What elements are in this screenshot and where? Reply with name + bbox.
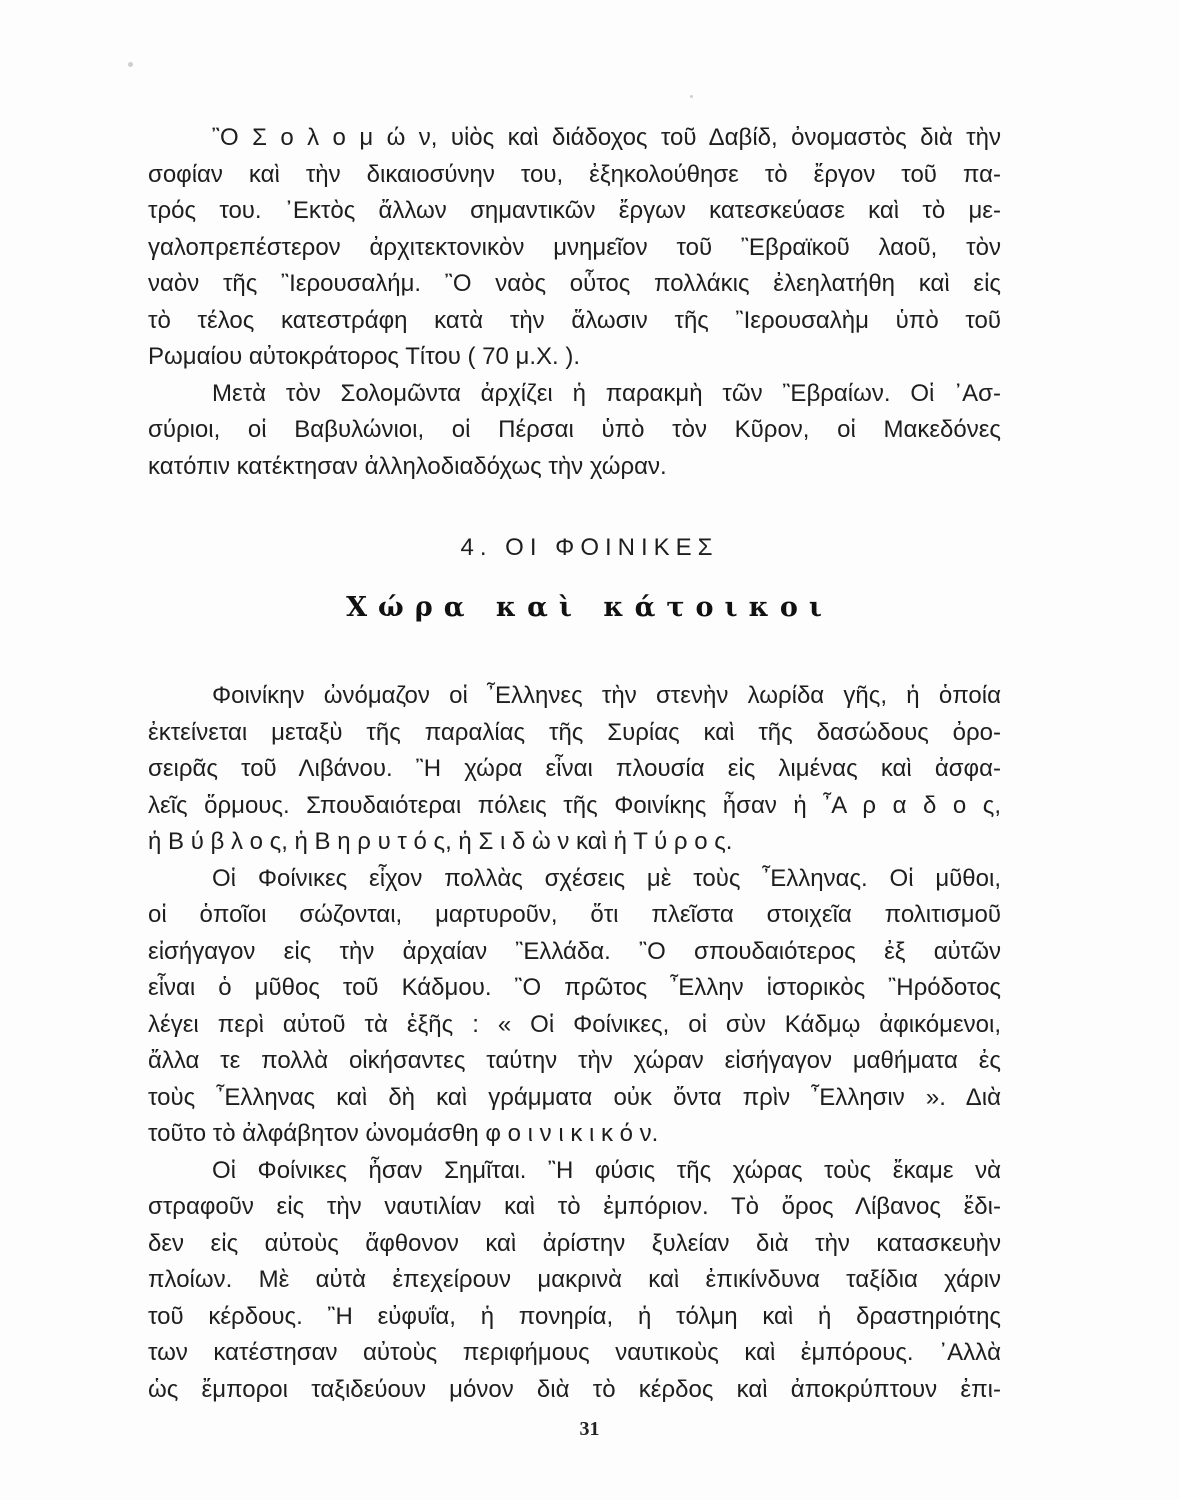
text-line: σοφίαν καὶ τὴν δικαιοσύνην του, ἐξηκολούθησε τὸ ἔργον τοῦ πα- <box>148 160 1001 188</box>
text-line: δεν εἰς αὐτοὺς ἄφθονον καὶ ἀρίστην ξυλείαν διὰ τὴν κατασκευὴν <box>148 1229 1001 1257</box>
text-line: οἱ ὁποῖοι σώζονται, μαρτυροῦν, ὅτι πλεῖστα στοιχεῖα πολιτισμοῦ <box>148 901 1001 928</box>
text-line: ἡ Β ύ β λ ο ς, ἡ Β η ρ υ τ ό ς, ἡ Σ ι δ ὼ ν καὶ ἡ Τ ύ ρ ο ς. <box>148 828 733 855</box>
text-line: ἐκτείνεται μεταξὺ τῆς παραλίας τῆς Συρίας καὶ τῆς δασώδους ὀρο- <box>148 718 1001 746</box>
text-line: τρός του. ᾿Εκτὸς ἄλλων σημαντικῶν ἔργων κατεσκεύασε καὶ τὸ με- <box>148 197 1001 224</box>
text-line: λεῖς ὅρμους. Σπουδαιότεραι πόλεις τῆς Φοινίκης ἦσαν ἡ ῏Α ρ α δ ο ς, <box>148 791 1001 819</box>
text-line: ἄλλα τε πολλὰ οἰκήσαντες ταύτην τὴν χώραν εἰσήγαγον μαθήματα ἐς <box>148 1047 1001 1074</box>
text-line: τὸ τέλος κατεστράφη κατὰ τὴν ἅλωσιν τῆς ῍Ιερουσαλὴμ ὑπὸ τοῦ <box>148 306 1001 334</box>
text-line: τοῦ κέρδους. ῍Η εὐφυΐα, ἡ πονηρία, ἡ τόλμη καὶ ἡ δραστηριότης <box>148 1302 1001 1330</box>
text-line: σύριοι, οἱ Βαβυλώνιοι, οἱ Πέρσαι ὑπὸ τὸν Κῦρον, οἱ Μακεδόνες <box>148 416 1001 443</box>
opening-text <box>148 120 1001 485</box>
text-line: Φοινίκην ὠνόμαζον οἱ ῏Ελληνες τὴν στενὴν λωρίδα γῆς, ἡ ὁποία <box>212 682 1001 709</box>
text-line: εἶναι ὁ μῦθος τοῦ Κάδμου. ῍Ο πρῶτος ῏Ελλην ἱστορικὸς ῍Ηρόδοτος <box>148 974 1001 1001</box>
text-line: πλοίων. Μὲ αὐτὰ ἐπεχείρουν μακρινὰ καὶ ἐπικίνδυνα ταξίδια χάριν <box>148 1266 1001 1293</box>
text-line: Ρωμαίου αὐτοκράτορος Τίτου ( 70 μ.Χ. ). <box>148 343 581 370</box>
text-line: ὡς ἔμποροι ταξιδεύουν μόνον διὰ τὸ κέρδος καὶ ἀποκρύπτουν ἐπι- <box>148 1375 1001 1403</box>
text-line: εἰσήγαγον εἰς τὴν ἀρχαίαν ῍Ελλάδα. ῍Ο σπουδαιότερος ἐξ αὐτῶν <box>148 937 1001 965</box>
text-line: τοῦτο τὸ ἀλφάβητον ὠνομάσθη φ ο ι ν ι κ ι κ ό ν. <box>148 1120 659 1147</box>
text-line: τοὺς ῏Ελληνας καὶ δὴ καὶ γράμματα οὐκ ὄντα πρὶν ῏Ελλησιν ». Διὰ <box>148 1083 1001 1111</box>
text-line: Οἱ Φοίνικες εἶχον πολλὰς σχέσεις μὲ τοὺς ῏Ελληνας. Οἱ μῦθοι, <box>212 864 1001 892</box>
page-number: 31 <box>579 1418 600 1440</box>
text-line: ναὸν τῆς ῍Ιερουσαλήμ. ῍Ο ναὸς οὗτος πολλάκις ἐλεηλατήθη καὶ εἰς <box>148 270 1001 297</box>
text-line: ῍Ο Σ ο λ ο μ ώ ν, υἱὸς καὶ διάδοχος τοῦ Δαβίδ, ὀνομαστὸς διὰ τὴν <box>212 124 1001 151</box>
subheading: Χώρα καὶ κάτοικοι <box>346 592 833 623</box>
text-line: στραφοῦν εἰς τὴν ναυτιλίαν καὶ τὸ ἐμπόριον. Τὸ ὄρος Λίβανος ἔδι- <box>148 1193 1001 1220</box>
scan-speck <box>690 95 693 98</box>
text-line: Μετὰ τὸν Σολομῶντα ἀρχίζει ἡ παρακμὴ τῶν ῍Εβραίων. Οἱ ᾿Ασ- <box>212 379 1001 407</box>
scan-speck <box>128 62 133 67</box>
text-line: κατόπιν κατέκτησαν ἀλληλοδιαδόχως τὴν χώραν. <box>148 452 667 480</box>
text-line: των κατέστησαν αὐτοὺς περιφήμους ναυτικοὺς καὶ ἐμπόρους. ᾿Αλλὰ <box>148 1339 1001 1366</box>
section-text <box>148 678 1001 1408</box>
text-line: γαλοπρεπέστερον ἀρχιτεκτονικὸν μνημεῖον τοῦ ῍Εβραϊκοῦ λαοῦ, τὸν <box>148 233 1001 261</box>
section-heading: 4. ΟΙ ΦΟΙΝΙΚΕΣ <box>460 534 719 561</box>
text-line: σειρᾶς τοῦ Λιβάνου. ῍Η χώρα εἶναι πλουσία εἰς λιμένας καὶ ἀσφα- <box>148 755 1001 782</box>
text-line: Οἱ Φοίνικες ἦσαν Σημῖται. ῍Η φύσις τῆς χώρας τοὺς ἔκαμε νὰ <box>212 1156 1001 1184</box>
text-line: λέγει περὶ αὐτοῦ τὰ ἑξῆς : « Οἱ Φοίνικες, οἱ σὺν Κάδμῳ ἀφικόμενοι, <box>148 1010 1001 1038</box>
